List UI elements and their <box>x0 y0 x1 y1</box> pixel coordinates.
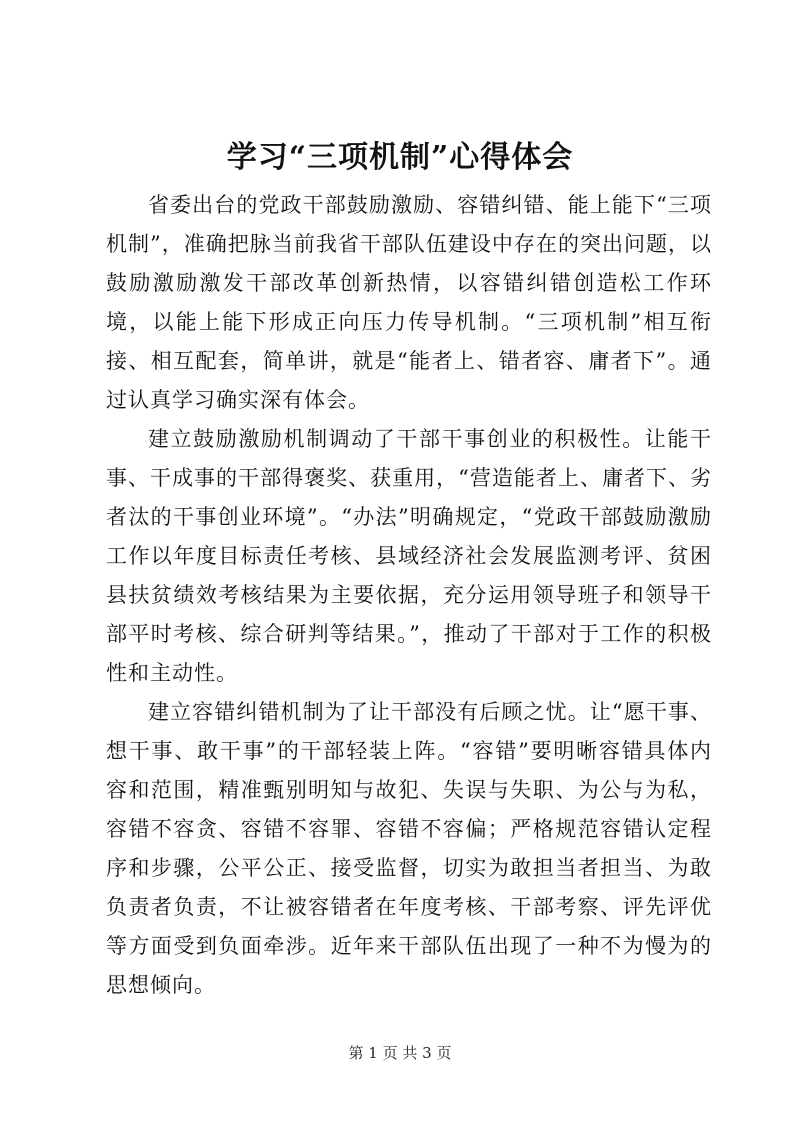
paragraph-3: 建立容错纠错机制为了让干部没有后顾之忧。让“愿干事、想干事、敢干事”的干部轻装上阵。“容错”要明晰容错具体内容和范围，精准甄别明知与故犯、失误与失职、为公与为私，容错不容贪、容错不容罪、容错不容偏；严格规范容错认定程序和步骤，公平公正、接受监督，切实为敢担当者担当、为敢负责者负责，不让被容错者在年度考核、干部考察、评先评优等方面受到负面牵涉。近年来干部队伍出现了一种不为慢为的思想倾向。 <box>106 700 712 997</box>
document-body <box>106 186 712 1005</box>
paragraph-2: 建立鼓励激励机制调动了干部干事创业的积极性。让能干事、干成事的干部得褒奖、获重用，“营造能者上、庸者下、劣者汰的干事创业环境”。“办法”明确规定，“党政干部鼓励激励工作以年度目标责任考核、县域经济社会发展监测考评、贫困县扶贫绩效考核结果为主要依据，充分运用领导班子和领导干部平时考核、综合研判等结果。”，推动了干部对于工作的积极性和主动性。 <box>106 427 712 685</box>
document-title: 学习“三项机制”心得体会 <box>226 140 574 175</box>
page-number-footer: 第 1 页 共 3 页 <box>348 1044 452 1062</box>
paragraph-1: 省委出台的党政干部鼓励激励、容错纠错、能上能下“三项机制”，准确把脉当前我省干部队伍建设中存在的突出问题，以鼓励激励激发干部改革创新热情，以容错纠错创造松工作环境，以能上能下形成正向压力传导机制。“三项机制”相互衔接、相互配套，简单讲，就是“能者上、错者容、庸者下”。通过认真学习确实深有体会。 <box>106 193 712 412</box>
